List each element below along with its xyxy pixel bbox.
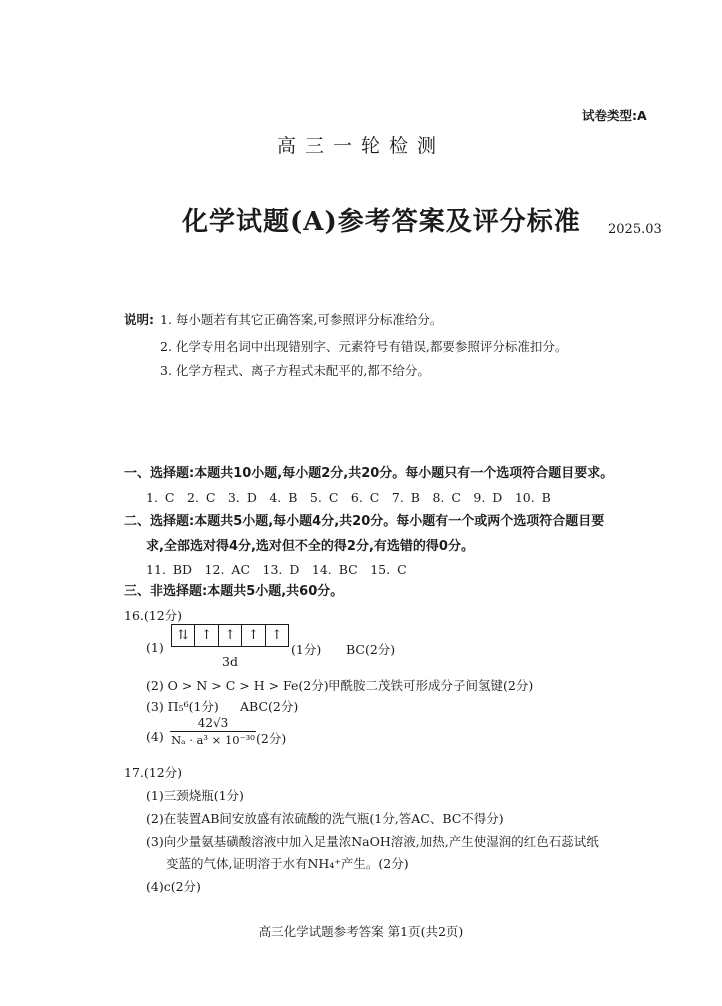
exam-date: 2025.03 (608, 222, 662, 237)
section3-heading: 三、非选择题:本题共5小题,共60分。 (124, 584, 344, 599)
orbital-diagram (171, 624, 289, 647)
section2-heading-line2: 求,全部选对得4分,选对但不全的得2分,有选错的得0分。 (146, 539, 474, 554)
page-title: 化学试题(A)参考答案及评分标准 (182, 207, 581, 237)
section1-heading: 一、选择题:本题共10小题,每小题2分,共20分。每小题只有一个选项符合题目要求。 (124, 466, 614, 481)
q17-part2: (2)在装置AB间安放盛有浓硫酸的洗气瓶(1分,答AC、BC不得分) (146, 811, 504, 826)
orbital-cell: ↑ (271, 628, 283, 643)
q17-part1: (1)三颈烧瓶(1分) (146, 788, 244, 803)
note-item-3: 3. 化学方程式、离子方程式未配平的,都不给分。 (160, 363, 430, 378)
orbital-label: 3d (222, 654, 238, 669)
fraction-denominator: Nₐ · a³ × 10⁻³⁰ (171, 733, 255, 747)
fraction-numerator: 42√3 (197, 716, 229, 730)
orbital-cell: ⇅ (172, 625, 195, 646)
note-item-2: 2. 化学专用名词中出现错别字、元素符号有错误,都要参照评分标准扣分。 (160, 339, 568, 354)
note-item-1: 1. 每小题若有其它正确答案,可参照评分标准给分。 (160, 312, 443, 327)
q16-part1-score: (1分) (291, 642, 322, 657)
q16-part3-answer: ABC(2分) (240, 699, 299, 714)
section2-answers: 11. BD 12. AC 13. D 14. BC 15. C (146, 562, 407, 577)
exam-name: 高三一轮检测 (276, 135, 445, 157)
q16-part1-label: (1) (146, 640, 164, 655)
q16-part2: (2) O > N > C > H > Fe(2分) (146, 678, 329, 693)
q16-header: 16.(12分) (124, 608, 183, 623)
orbital-cell: ↑ (242, 625, 265, 646)
section1-answers: 1. C 2. C 3. D 4. B 5. C 6. C 7. B 8. C 9. D 10. B (146, 490, 551, 505)
q16-part4-label: (4) (146, 729, 164, 744)
orbital-cell: ↑ (219, 625, 242, 646)
q16-part1-answer: BC(2分) (346, 642, 396, 657)
q17-part3-line2: 变蓝的气体,证明溶于水有NH₄⁺产生。(2分) (166, 856, 409, 871)
q17-part3-line1: (3)向少量氨基磺酸溶液中加入足量浓NaOH溶液,加热,产生使湿润的红色石蕊试纸 (146, 834, 599, 849)
page-footer: 高三化学试题参考答案 第1页(共2页) (258, 924, 464, 939)
q17-part4: (4)c(2分) (146, 879, 201, 894)
density-fraction (170, 716, 256, 747)
notes-label: 说明: (124, 312, 154, 327)
paper-type-label: 试卷类型:A (582, 108, 647, 123)
q16-part3: (3) Π₅⁶(1分) (146, 699, 219, 714)
q16-part4-score: (2分) (256, 731, 287, 746)
orbital-cell: ↑ (195, 625, 218, 646)
q16-part2-extra: 甲酰胺二茂铁可形成分子间氢键(2分) (328, 678, 534, 693)
section2-heading-line1: 二、选择题:本题共5小题,每小题4分,共20分。每小题有一个或两个选项符合题目要 (124, 514, 605, 529)
q17-header: 17.(12分) (124, 765, 183, 780)
